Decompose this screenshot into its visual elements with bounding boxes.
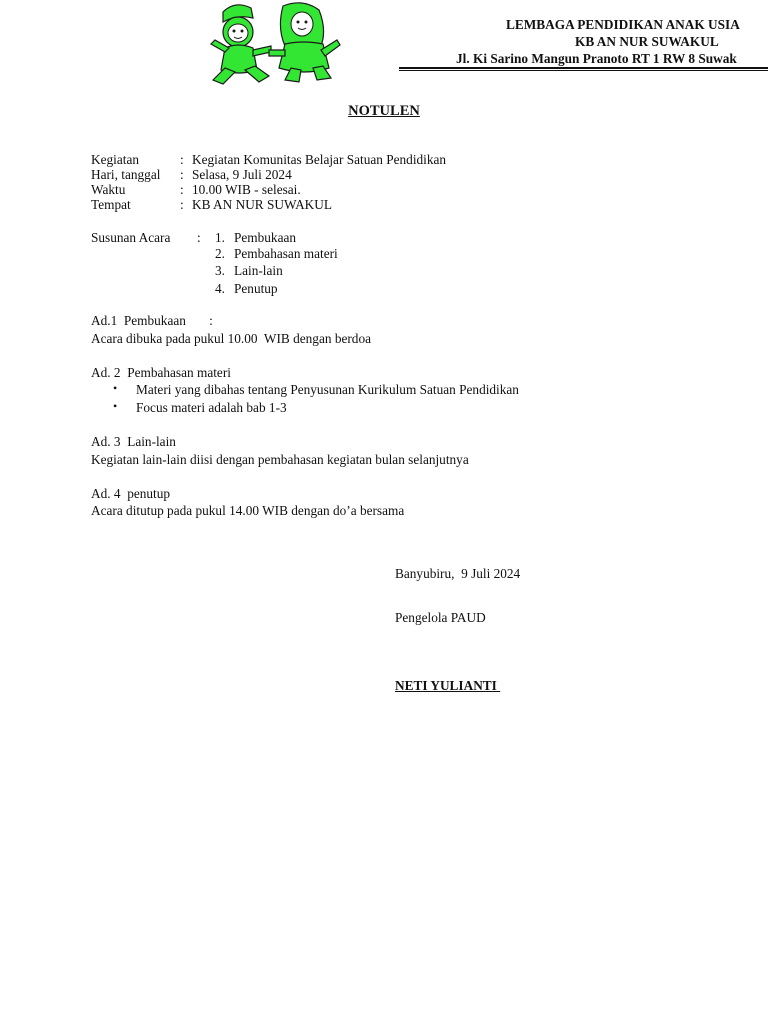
ad2-bullet-text: Materi yang dibahas tentang Penyusunan Kurikulum Satuan Pendidikan: [136, 382, 519, 397]
ad3-text: Kegiatan lain-lain diisi dengan pembahasan kegiatan bulan selanjutnya: [91, 452, 469, 467]
agenda-item-number: 1.: [215, 230, 225, 245]
agenda-item-text: Pembahasan materi: [234, 246, 338, 261]
agenda-item-number: 3.: [215, 263, 225, 278]
field-label-hari: Hari, tanggal: [91, 167, 161, 182]
field-value-hari: Selasa, 9 Juli 2024: [192, 167, 292, 182]
document-title: NOTULEN: [348, 103, 420, 119]
field-colon-hari: :: [180, 167, 184, 182]
agenda-item-text: Pembukaan: [234, 230, 297, 245]
field-value-waktu: 10.00 WIB - selesai.: [192, 182, 301, 197]
ad2-bullet-text: Focus materi adalah bab 1-3: [136, 400, 287, 415]
ad3-heading: Ad. 3 Lain-lain: [91, 434, 176, 449]
bullet-icon: •: [113, 381, 118, 395]
field-label-tempat: Tempat: [91, 197, 131, 212]
school-logo-icon: [207, 0, 342, 88]
field-label-waktu: Waktu: [91, 182, 126, 197]
agenda-item-text: Lain-lain: [234, 263, 283, 278]
ad2-heading: Ad. 2 Pembahasan materi: [91, 365, 231, 380]
signature-role: Pengelola PAUD: [395, 610, 486, 625]
ad4-text: Acara ditutup pada pukul 14.00 WIB dengan do’a bersama: [91, 503, 405, 518]
agenda-item-text: Penutup: [234, 281, 278, 296]
field-colon-tempat: :: [180, 197, 184, 212]
signature-place-date: Banyubiru, 9 Juli 2024: [395, 566, 521, 581]
ad1-text: Acara dibuka pada pukul 10.00 WIB dengan berdoa: [91, 331, 372, 346]
field-label-kegiatan: Kegiatan: [91, 152, 139, 167]
letterhead-rule-thick: [399, 67, 768, 69]
agenda-item-number: 4.: [215, 281, 225, 296]
signature-name: NETI YULIANTI: [395, 678, 501, 693]
school-name: KB AN NUR SUWAKUL: [575, 34, 719, 49]
ad1-heading: Ad.1 Pembukaan :: [91, 313, 213, 328]
org-name: LEMBAGA PENDIDIKAN ANAK USIA: [506, 17, 740, 32]
field-colon-waktu: :: [180, 182, 184, 197]
bullet-icon: •: [113, 399, 118, 413]
letterhead-rule-thin: [399, 70, 768, 71]
ad4-heading: Ad. 4 penutup: [91, 486, 171, 501]
agenda-item-number: 2.: [215, 246, 225, 261]
field-colon-kegiatan: :: [180, 152, 184, 167]
school-address: Jl. Ki Sarino Mangun Pranoto RT 1 RW 8 Suwak: [456, 51, 737, 66]
field-value-tempat: KB AN NUR SUWAKUL: [192, 197, 332, 212]
field-value-kegiatan: Kegiatan Komunitas Belajar Satuan Pendidikan: [192, 152, 447, 167]
agenda-label: Susunan Acara: [91, 230, 171, 245]
agenda-colon: :: [197, 230, 201, 245]
